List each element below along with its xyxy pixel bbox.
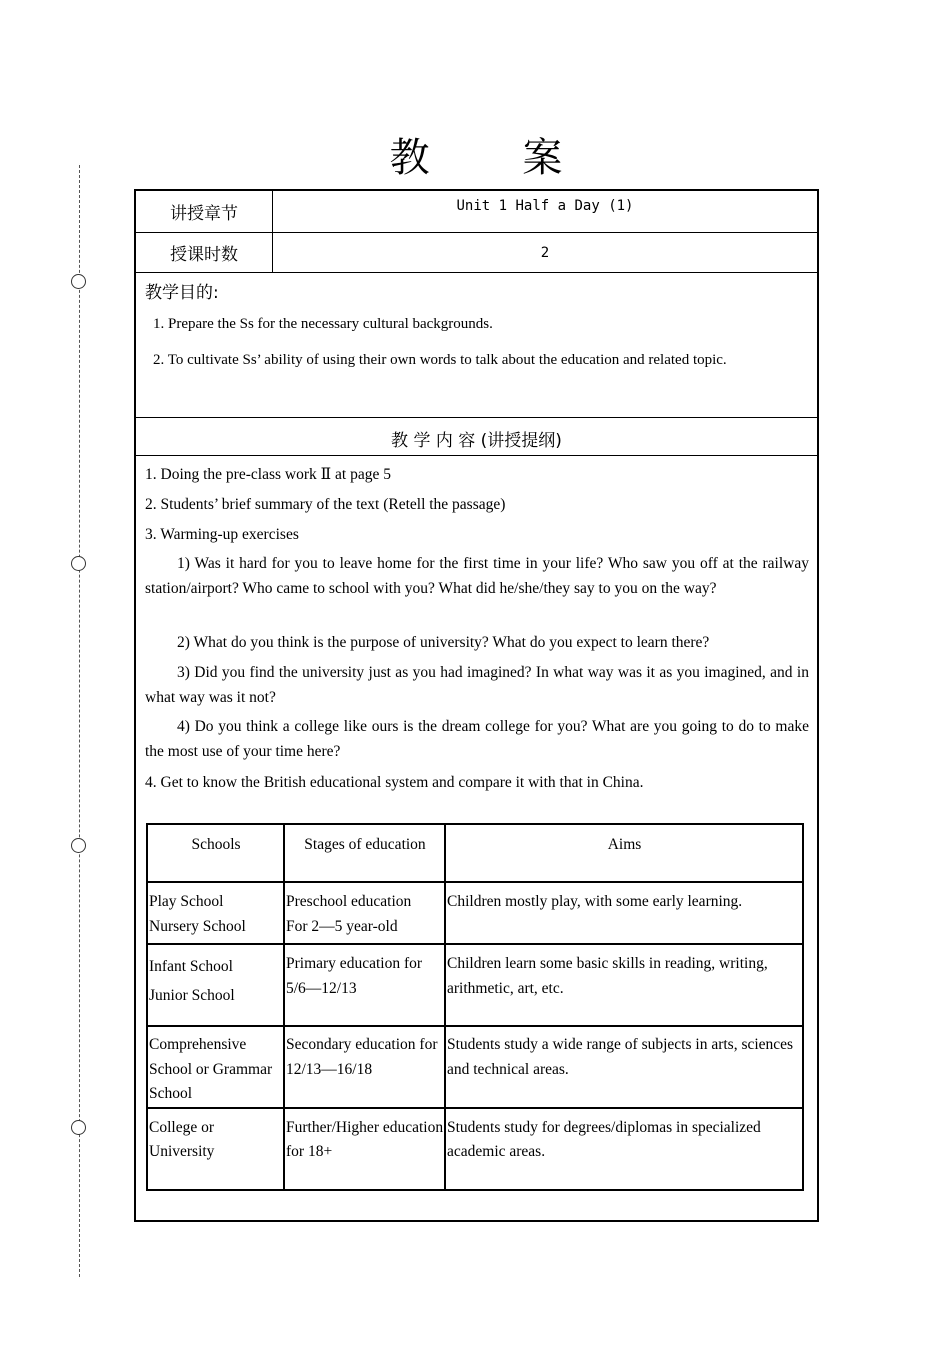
- content-line: 2. Students’ brief summary of the text (Retell the passage): [145, 496, 506, 513]
- content-line: 3. Warming-up exercises: [145, 526, 299, 543]
- cell-aim: Children mostly play, with some early learning.: [445, 882, 803, 944]
- cell-aim: Students study for degrees/diplomas in specialized academic areas.: [445, 1108, 803, 1190]
- content-line: 1) Was it hard for you to leave home for the first time in your life? Who saw you off at the railway station/airport? Who came to school with you? What did he/she/they say to you on the way?: [145, 555, 809, 597]
- page-title: 教 案: [389, 135, 603, 181]
- hours-label: 授课时数: [136, 233, 273, 272]
- header-schools: Schools: [147, 824, 284, 882]
- cell-school: Comprehensive School or Grammar School: [147, 1026, 284, 1108]
- binding-hole-icon: [71, 556, 86, 571]
- binding-dashed-line: [79, 165, 80, 1277]
- binding-hole-icon: [71, 274, 86, 289]
- table-row: [147, 1108, 803, 1190]
- cell-aim: Students study a wide range of subjects in arts, sciences and technical areas.: [445, 1026, 803, 1108]
- cell-stage: Primary education for 5/6—12/13: [284, 944, 445, 1026]
- cell-aim: Children learn some basic skills in reading, writing, arithmetic, art, etc.: [445, 944, 803, 1026]
- header-stages: Stages of education: [284, 824, 445, 882]
- chapter-value: Unit 1 Half a Day (1): [456, 198, 634, 214]
- objective-item: 1. Prepare the Ss for the necessary cultural backgrounds.: [153, 316, 493, 332]
- hours-row: [136, 233, 817, 273]
- binding-hole-icon: [71, 1120, 86, 1135]
- content-heading: 教 学 内 容 (讲授提纲): [391, 431, 562, 451]
- cell-stage: Further/Higher education for 18+: [284, 1108, 445, 1190]
- objectives-heading: 教学目的:: [145, 283, 219, 303]
- binding-hole-icon: [71, 838, 86, 853]
- table-header-row: [147, 824, 803, 882]
- content-line: 4. Get to know the British educational system and compare it with that in China.: [145, 774, 644, 791]
- cell-school: College or University: [147, 1108, 284, 1190]
- table-row: [147, 1026, 803, 1108]
- cell-stage: Secondary education for 12/13—16/18: [284, 1026, 445, 1108]
- content-line: 1. Doing the pre-class work Ⅱ at page 5: [145, 466, 391, 483]
- content-line: 4) Do you think a college like ours is the dream college for you? What are you going to do to make the most use of your time here?: [145, 718, 809, 760]
- cell-school: Infant School Junior School: [147, 944, 284, 1026]
- cell-stage: Preschool education For 2—5 year-old: [284, 882, 445, 944]
- hours-value: 2: [540, 244, 550, 261]
- content-line: 3) Did you find the university just as you had imagined? In what way was it as you imagined, and in what way was it not?: [145, 664, 809, 706]
- table-row: [147, 882, 803, 944]
- chapter-label: 讲授章节: [136, 191, 273, 232]
- table-row: [147, 944, 803, 1026]
- education-system-table: [146, 823, 804, 1191]
- chapter-row: [136, 191, 817, 233]
- content-heading-row: [136, 418, 817, 456]
- lesson-plan-form: [134, 189, 819, 1222]
- content-line: 2) What do you think is the purpose of university? What do you expect to learn there?: [177, 634, 710, 651]
- objectives-section: [136, 273, 817, 418]
- objective-item: 2. To cultivate Ss’ ability of using their own words to talk about the education and related topic.: [153, 352, 727, 368]
- header-aims: Aims: [445, 824, 803, 882]
- cell-school: Play School Nursery School: [147, 882, 284, 944]
